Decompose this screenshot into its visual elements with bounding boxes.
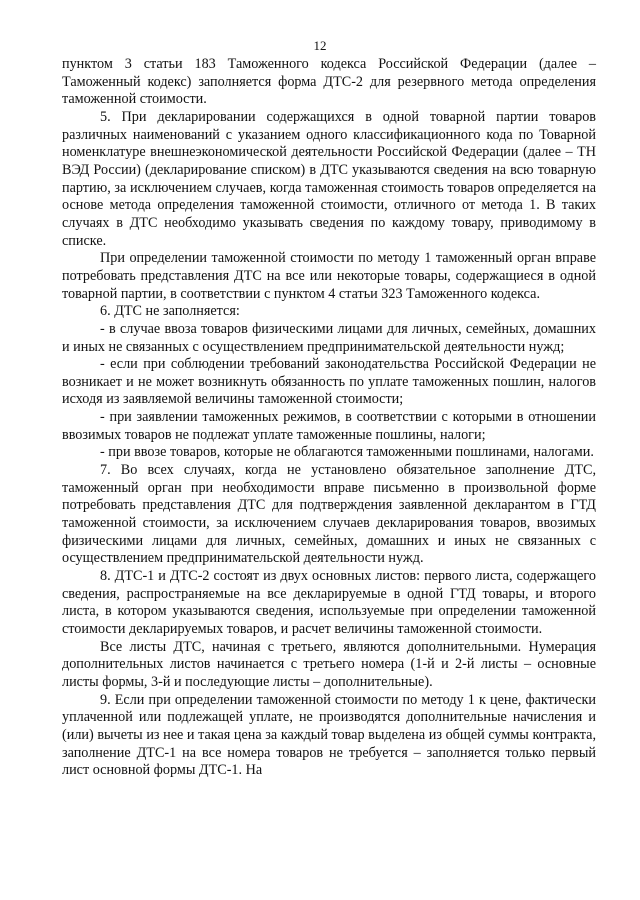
list-item: - при заявлении таможенных режимов, в соответствии с которыми в отношении ввозимых товаров не подлежат уплате таможенные пошлины, налоги; — [62, 409, 596, 443]
paragraph-method-1-note: При определении таможенной стоимости по методу 1 таможенный орган вправе потребовать представления ДТС на все или некоторые товары, содержащиеся в одной товарной партии, в соответствии с пунктом 4 статьи 323 Таможенного кодекса. — [62, 250, 596, 302]
list-item: - если при соблюдении требований законодательства Российской Федерации не возникает и не может возникнуть обязанность по уплате таможенных пошлин, налогов исходя из заявляемой величины таможенной стоимости; — [62, 356, 596, 408]
list-item: - в случае ввоза товаров физическими лицами для личных, семейных, домашних и иных не связанных с осуществлением предпринимательской деятельности нужд; — [62, 320, 596, 355]
page-number: 12 — [313, 38, 327, 53]
paragraph-item-7: 7. Во всех случаях, когда не установлено обязательное заполнение ДТС, таможенный орган при необходимости вправе письменно в произвольной форме потребовать представления ДТС для подтверждения заявленной декларантом в ГТД таможенной стоимости, за исключением случаев декларирования товаров, ввозимых физическими лицами для личных, семейных, домашних и иных не связанных с осуществлением предпринимательской деятельности нужд. — [62, 462, 596, 567]
paragraph-item-6: 6. ДТС не заполняется: — [100, 303, 240, 320]
paragraph-item-5: 5. При декларировании содержащихся в одной товарной партии товаров различных наименований с указанием одного классификационного кода по Товарной номенклатуре внешнеэкономической деятельности Российской Федерации (далее – ТН ВЭД России) (декларирование списком) в ДТС указываются сведения на всю товарную партию, за исключением случаев, когда таможенная стоимость товаров определяется на основе метода определения таможенной стоимости, отличного от метода 1. В таких случаях в ДТС необходимо указывать сведения по каждому товару, приводимому в списке. — [62, 108, 596, 249]
document-body — [62, 56, 596, 780]
list-item: - при ввозе товаров, которые не облагаются таможенными пошлинами, налогами. — [100, 444, 594, 461]
paragraph-additional-sheets: Все листы ДТС, начиная с третьего, являются дополнительными. Нумерация дополнительных листов начинается с третьего номера (1-й и 2-й листы – основные листы формы, 3-й и последующие листы – дополнительные). — [62, 638, 596, 690]
paragraph-item-8: 8. ДТС-1 и ДТС-2 состоят из двух основных листов: первого листа, содержащего сведения, распространяемые на все декларируемые в одной ГТД товары, и второго листа, в котором указываются сведения, используемые при определении таможенной стоимости декларируемых товаров, и расчет величины таможенной стоимости. — [62, 568, 596, 637]
paragraph-item-9: 9. Если при определении таможенной стоимости по методу 1 к цене, фактически уплаченной или подлежащей уплате, не производятся дополнительные начисления и (или) вычеты из нее и такая цена за каждый товар выделена из общей суммы контракта, заполнение ДТС-1 на все номера товаров не требуется – заполняется только первый лист основной формы ДТС-1. На — [62, 691, 596, 779]
paragraph-continuation: пунктом 3 статьи 183 Таможенного кодекса Российской Федерации (далее – Таможенный кодекс) заполняется форма ДТС-2 для резервного метода определения таможенной стоимости. — [62, 56, 596, 108]
